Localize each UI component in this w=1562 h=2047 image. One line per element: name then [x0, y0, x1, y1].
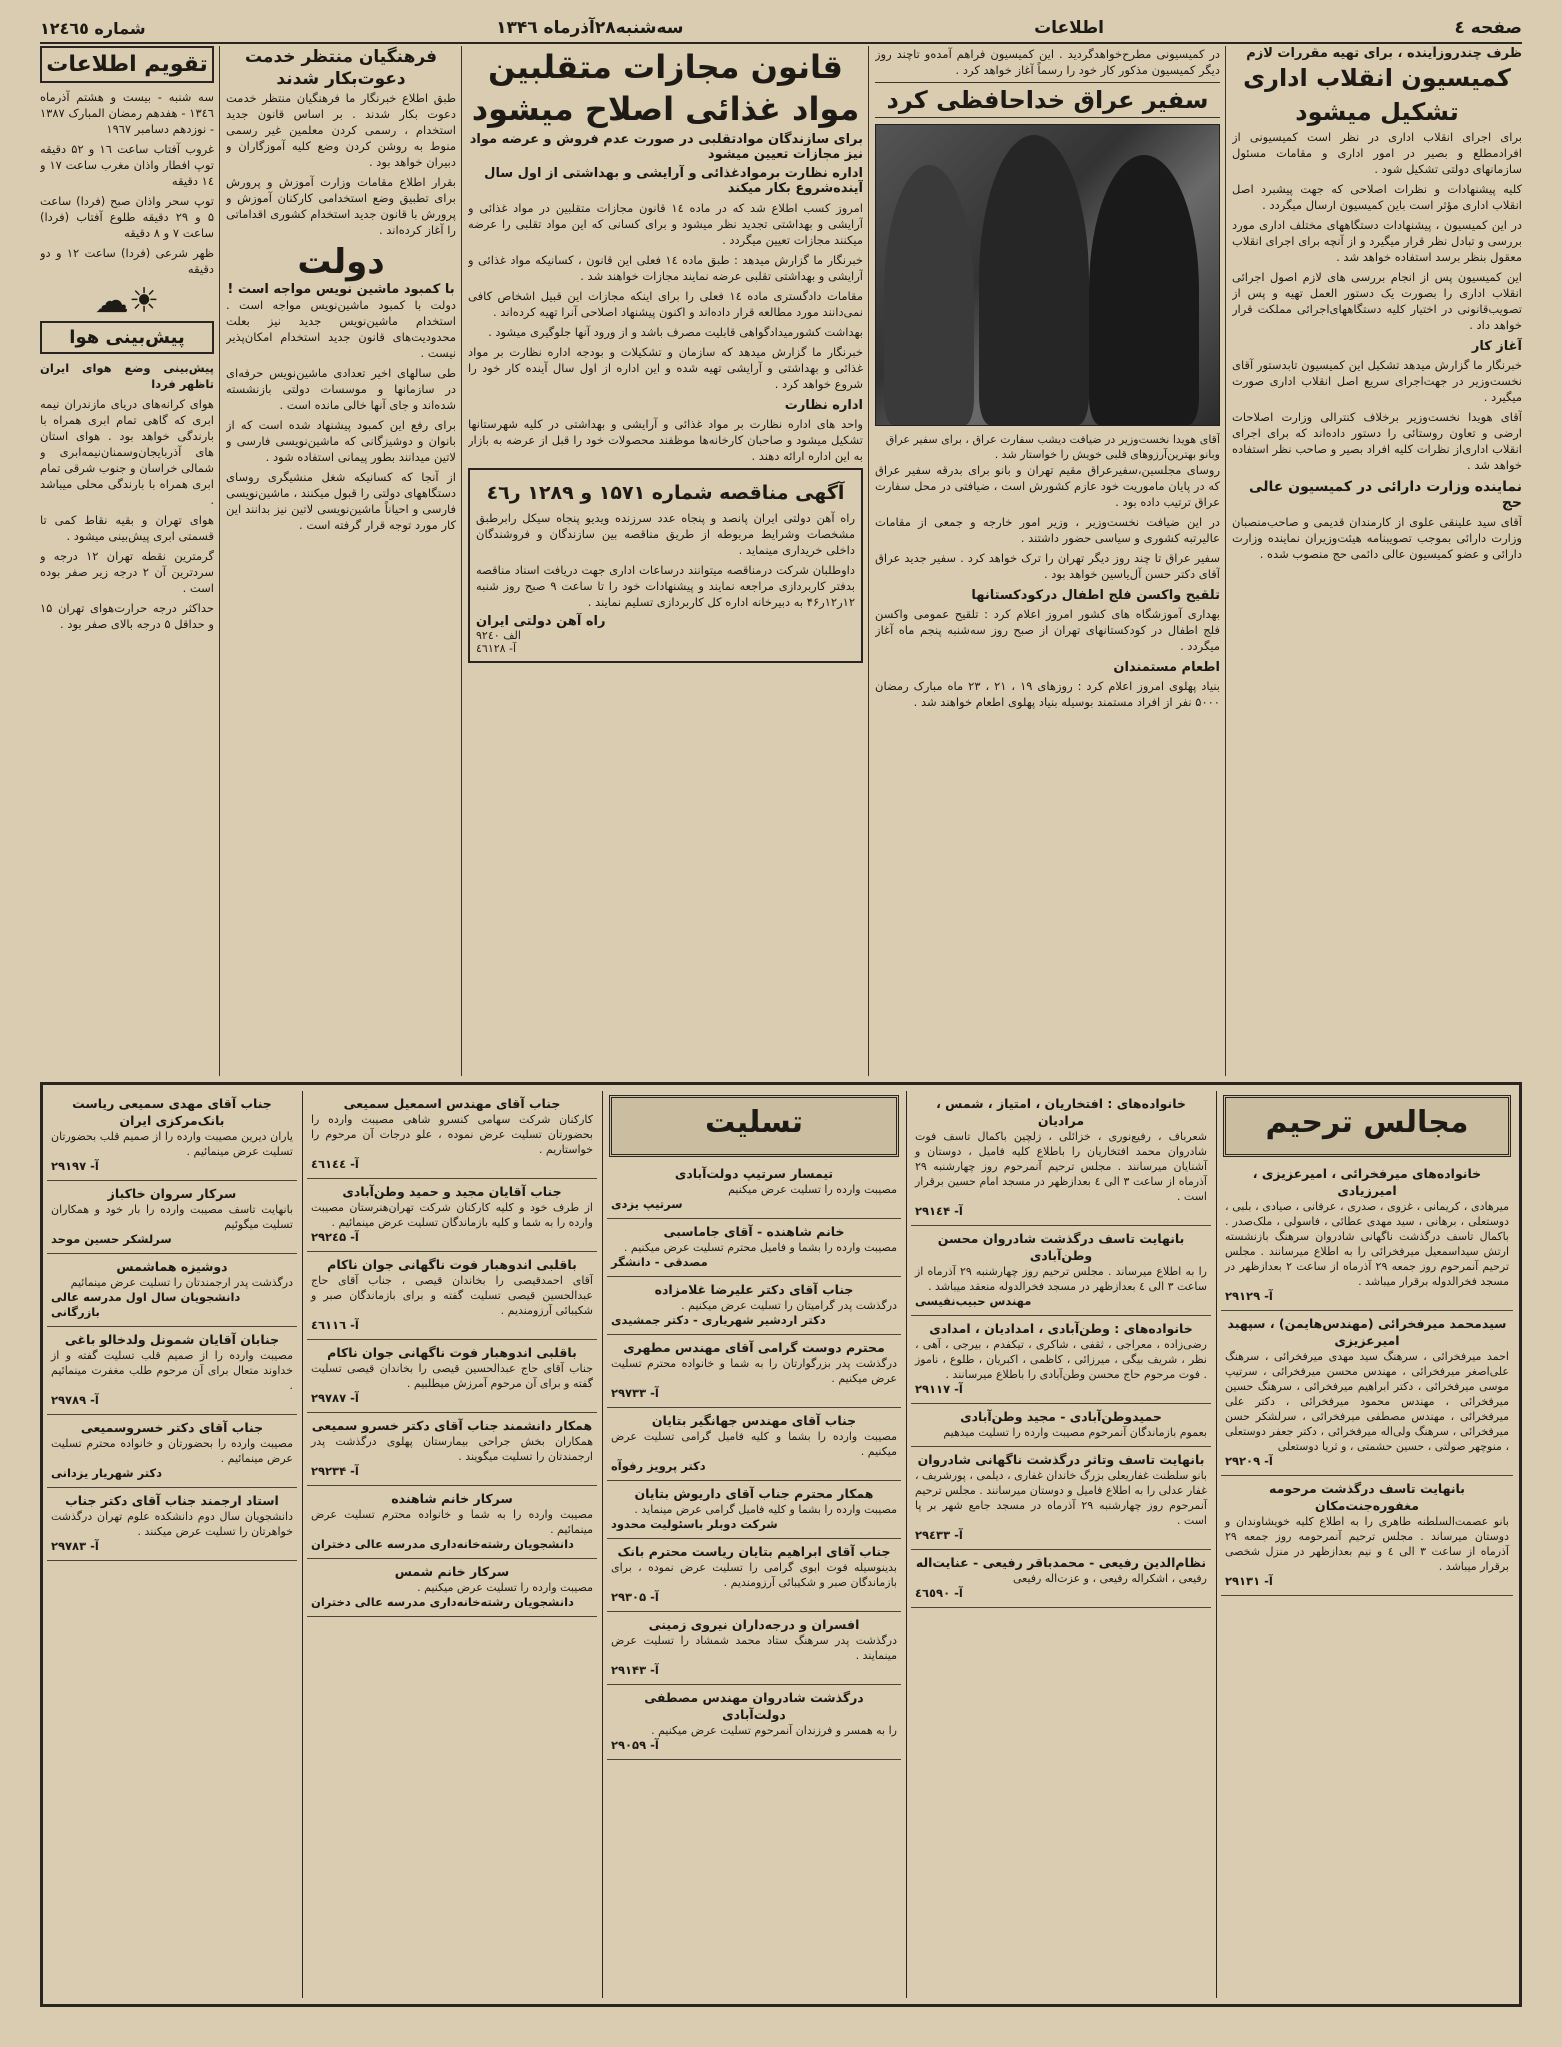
- ad-heading: بانهایت تاسف وتاثر درگذشت ناگهانی شادروان: [917, 1452, 1205, 1467]
- issue-date: سه‌شنبه۲۸آذرماه ۱۳۴٦: [496, 18, 684, 38]
- ad-signature: آ- ۲۹۲۰۹: [1225, 1454, 1273, 1468]
- article-headline: مواد غذائی اصلاح میشود: [471, 90, 860, 128]
- ad-item: [911, 1447, 1211, 1550]
- article-paragraph: بهداری آموزشگاه های کشور امروز اعلام کرد : تلقیح عمومی واکسن فلج اطفال در کودکستانهای تهران از صبح روز سه‌شنبه پنجم ماه آغاز میگردد .: [875, 607, 1220, 653]
- article-paragraph: سفیر عراق تا چند روز دیگر تهران را ترک خواهد کرد . سفیر جدید عراق آقای دکتر حسن آل‌یاسین خواهد بود .: [875, 551, 1220, 581]
- ad-text: جناب آقای حاج عبدالحسین قیصی را بخاندان قیصی تسلیت گفته و برای آن مرحوم آمرزش میطلبیم .: [311, 1362, 593, 1390]
- ad-item: [911, 1091, 1211, 1226]
- ad-text: بانو عصمت‌السلطنه طاهری را به اطلاع کلیه خویشاوندان و دوستان میرساند . مجلس ترحیم آنمرحومه روز جمعه ۲۹ آذرماه از ساعت ۳ الی ٤ و نیم بعدازظهر در منزل شخصی برقرار میباشد .: [1225, 1515, 1509, 1573]
- ad-text: احمد میرفخرائی ، سرهنگ سید مهدی میرفخرائی ، سرهنگ علی‌اصغر میرفخرائی ، مهندس محسن میرفخرائی ، سرتیپ موسی میرفخرائی ، دکتر ابراهیم میرفخرائی ، سرهنگ حسین میرفخرائی ، مهندس محمود میرفخرائی ، دکتر علی میرفخرائی ، مهندس مصطفی میرفخرائی ، سرلشکر حسن میرفخرائی ، سرهنگ ولی‌اله میرفخرائی ، دکتر جعفر دوستعلی ، منوچهر صولتی ، حسین حشمتی ، و ثریا دوستعلی: [1225, 1350, 1509, 1453]
- ad-item: [607, 1335, 901, 1408]
- ad-text: درگذشت پدر بزرگوارتان را به شما و خانواده محترم تسلیت عرض میکنیم .: [611, 1357, 897, 1385]
- ad-heading: سرکار سروان خاکباز: [107, 1186, 237, 1201]
- ads-column-a: [47, 1091, 297, 1998]
- article-paragraph: آقای سید علینقی علوی از کارمندان قدیمی و صاحب‌منصبان وزارت دارائی بموجب تصویبنامه هیئت‌وزیران نماینده وزارت دارائی و عضو کمیسیون عالی دائمی حج منصوب شده .: [1232, 515, 1522, 561]
- ad-text: بانو سلطنت غفاریعلی بزرگ خاندان غفاری ، دیلمی ، پورشریف ، غفار عدلی را به اطلاع فامیل و دوستان میرسانند . مجلس ترحیم آنمرحوم روز چهارشنبه ۲۹ آذرماه در مسجد جامع شهر بر پا است .: [915, 1469, 1207, 1527]
- article-paragraph: بقرار اطلاع مقامات وزارت آموزش و پرورش برای تطبیق وضع استخدامی کارکنان آموزش و پرورش با قانون جدید استخدام کشوری اقداماتی را آغاز کرده‌اند .: [226, 175, 456, 237]
- memorials-banner: مجالس ترحیم: [1223, 1095, 1511, 1157]
- ad-signature: دکتر شهریار یزدانی: [51, 1466, 163, 1480]
- calendar-text: غروب آفتاب ساعت ۱٦ و ۵۲ دقیقه توپ افطار واذان مغرب ساعت ۱۷ و ۱٤ دقیقه: [40, 142, 214, 188]
- ad-item: [47, 1415, 297, 1488]
- ad-signature: آ- ۲۹۱۱۷: [915, 1382, 963, 1396]
- tender-text: داوطلبان شرکت درمناقصه میتوانند درساعات اداری جهت دریافت اسناد مناقصه بدفتر کاربردازی مراجعه نمایند و پیشنهادات خود را تا ساعت ۹ صبح روز شنبه ۱۲ر۱۲ر۴۶ به دبیرخانه اداره کل کاربردازی تسلیم نمایند .: [476, 563, 855, 609]
- news-section: [40, 46, 1522, 1076]
- ad-heading: همکار دانشمند جناب آقای دکتر خسرو سمیعی: [311, 1418, 593, 1433]
- article-headline: سفیر عراق خداحافظی کرد: [875, 82, 1220, 118]
- ad-item: [47, 1488, 297, 1561]
- article-administrative-revolution: [1232, 46, 1522, 1076]
- ad-text: دانشجویان سال دوم دانشکده علوم تهران درگذشت خواهرتان را تسلیت عرض میکنند .: [51, 1510, 293, 1538]
- ad-item: [607, 1408, 901, 1481]
- ad-signature: سرتیپ یزدی: [611, 1197, 683, 1211]
- article-paragraph: خبرنگار ما گزارش میدهد تشکیل این کمیسیون تابدستور آقای نخست‌وزیر در جهت‌اجرای سریع اصل انقلاب اداری صورت میگیرد .: [1232, 358, 1522, 404]
- article-food-fraud-law: [468, 46, 863, 1076]
- ad-text: مصیبت وارده را به شما و خانواده محترم تسلیت عرض مینمائیم .: [311, 1508, 593, 1536]
- calendar-weather: [40, 46, 214, 1076]
- ad-signature: آ- ٤٦١٤٤: [311, 1157, 359, 1171]
- article-paragraph: طی سالهای اخیر تعدادی ماشین‌نویس حرفه‌ای در سازمانها و موسسات دولتی بازنشسته شده‌اند و جای آنها خالی مانده است .: [226, 366, 456, 412]
- ad-text: مصیبت وارده را از صمیم قلب تسلیت گفته و از خداوند متعال برای آن مرحوم طلب مغفرت مینمائیم .: [51, 1349, 293, 1392]
- subheading: آغاز کار: [1471, 339, 1522, 354]
- section-title: دولت: [297, 242, 385, 282]
- ad-text: یاران دیرین مصیبت وارده را از صمیم قلب بحضورتان تسلیت عرض مینمائیم .: [51, 1130, 293, 1158]
- ad-signature: آ- ۲۹۷۸۹: [51, 1393, 99, 1407]
- issue-number: شماره ۱۲٤٦٥: [40, 18, 146, 38]
- ad-text: درگذشت پدر سرهنگ ستاد محمد شمشاد را تسلیت عرض مینمایند .: [611, 1634, 897, 1662]
- article-paragraph: خبرنگار ما گزارش میدهد که سازمان و تشکیلات و بودجه اداره نظارت بر مواد غذائی و بهداشتی و آرایشی تهیه شده و این اداره از اول سال آینده کار خود را شروع خواهد کرد .: [468, 345, 863, 391]
- ad-heading: درگذشت شادروان مهندس مصطفی دولت‌آبادی: [644, 1690, 864, 1722]
- ads-column-memorials: [1221, 1091, 1513, 1998]
- ad-text: مصیبت وارده را تسلیت عرض میکنیم .: [417, 1581, 593, 1594]
- ad-signature: آ- ۲۹۷۳۳: [611, 1386, 659, 1400]
- tender-signature: راه آهن دولتی ایران: [476, 614, 606, 629]
- tender-title: آگهی مناقصه شماره ۱۵۷۱ و ۱۲۸۹ ر٤٦: [486, 482, 845, 504]
- ad-signature: آ- ۲۹۱۴۳: [611, 1663, 659, 1677]
- ad-text: از طرف خود و کلیه کارکنان شرکت تهران‌هنرستان مصیبت وارده را به شما و کلیه بازماندگان تسلیت عرض مینمائیم .: [311, 1201, 593, 1229]
- article-kicker: برای سازندگان موادتقلبی در صورت عدم فروش و عرضه مواد نیز مجازات تعیین میشود: [469, 132, 863, 162]
- paper-name: اطلاعات: [1034, 18, 1104, 38]
- weather-text: گرمترین نقطه تهران ۱۲ درجه و سردترین آن ۲ درجه زیر صفر بوده است .: [40, 549, 214, 595]
- ad-signature: شرکت دوبلر باسئولیت محدود: [611, 1517, 778, 1531]
- ad-item: [307, 1252, 597, 1340]
- ad-signature: آ- ۲۹۳۰۵: [611, 1590, 659, 1604]
- weather-text: هوای کرانه‌های دریای مازندران نیمه ابری که گاهی تمام ابری همراه با بارندگی خواهد بود . هوای استان های آذربایجان‌وسمنان‌نیمه‌ابری و شمالی خراسان و جنوب شرقی تمام ابری همراه با بارندگی محلی میباشد .: [40, 397, 214, 507]
- ad-heading: جناب آقای مهندس جهانگیر بتایان: [651, 1413, 857, 1428]
- ad-signature: آ- ۲۹۲٤۵: [311, 1230, 359, 1244]
- ad-heading: جناب آقایان مجید و حمید وطن‌آبادی: [342, 1184, 562, 1199]
- subheading: اطعام مستمندان: [1113, 660, 1220, 675]
- article-kicker: با کمبود ماشین نویس مواجه است !: [227, 282, 455, 297]
- calendar-text: توپ سحر واذان صبح (فردا) ساعت ۵ و ۲۹ دقیقه طلوع آفتاب (فردا) ساعت ۷ و ۸ دقیقه: [40, 194, 214, 240]
- ad-text: مصیبت وارده را بشما و کلیه فامیل گرامی تسلیت عرض میکنیم .: [611, 1430, 897, 1458]
- ad-item: [607, 1219, 901, 1277]
- ad-item: [307, 1559, 597, 1617]
- ad-text: کارکنان شرکت سهامی کنسرو شاهی مصیبت وارده را بحضورتان تسلیت عرض نموده ، علو درجات آن مرحوم را خواستاریم .: [311, 1113, 593, 1156]
- ad-heading: دوشیزه هماشمس: [116, 1259, 228, 1274]
- ad-heading: سرکار خانم شاهنده: [391, 1491, 513, 1506]
- calendar-text: ظهر شرعی (فردا) ساعت ۱۲ و دو دقیقه: [40, 246, 214, 276]
- ad-signature: دانشجویان سال اول مدرسه عالی بازرگانی: [51, 1290, 241, 1319]
- ad-signature: آ- ٤٦٥۹٠: [915, 1586, 963, 1600]
- ad-item: [911, 1404, 1211, 1447]
- ad-text: مصیبت وارده را بحضورتان و خانواده محترم تسلیت عرض مینمائیم .: [51, 1437, 293, 1465]
- ad-signature: آ- ۲۹۲۳۴: [311, 1464, 359, 1478]
- ad-heading: خانواده‌های میرفخرائی ، امیرعزیزی ، امیرزیادی: [1252, 1166, 1482, 1198]
- ad-text: مصیبت وارده را تسلیت عرض میکنیم: [728, 1183, 897, 1196]
- ad-item: [47, 1327, 297, 1415]
- weather-text: حداکثر درجه حرارت‌هوای تهران ۱۵ و حداقل ۵ درجه بالای صفر بود .: [40, 601, 214, 631]
- ad-heading: استاد ارجمند جناب آقای دکتر جناب: [65, 1493, 279, 1508]
- ad-heading: افسران و درجه‌داران نیروی زمینی: [648, 1617, 860, 1632]
- ad-item: [911, 1550, 1211, 1608]
- ad-text: درگذشت پدر گرامیتان را تسلیت عرض میکنیم .: [681, 1299, 897, 1312]
- ad-signature: مهندس حبیب‌نفیسی: [915, 1294, 1032, 1308]
- ad-signature: دکتر پرویز رفوآه: [611, 1459, 706, 1473]
- article-paragraph: امروز کسب اطلاع شد که در ماده ۱٤ قانون مجازات متقلبین در مواد غذائی و آرایشی و بهداشتی تجدید نظر میشود و برای کسانی که این مواد تقلبی را عرضه میکنند مجازات تعیین میگردد .: [468, 201, 863, 247]
- ads-column-c: [607, 1091, 901, 1998]
- tender-code: آ- ٤٦١٢٨: [476, 642, 517, 655]
- ad-signature: دانشجویان رشته‌خانه‌داری مدرسه عالی دختران: [311, 1595, 574, 1609]
- article-paragraph: کلیه پیشنهادات و نظرات اصلاحی که جهت پیشبرد اصل انقلاب اداری مؤثر است باین کمیسیون ارسال میگردد .: [1232, 182, 1522, 212]
- ad-text: درگذشت پدر ارجمندتان را تسلیت عرض مینمائیم: [70, 1276, 293, 1289]
- ad-signature: آ- ۲۹۷۸۳: [51, 1539, 99, 1553]
- ad-item: [607, 1612, 901, 1685]
- ad-heading: باقلبی اندوهبار فوت ناگهانی جوان ناکام: [327, 1257, 577, 1272]
- column-divider: [219, 46, 220, 1076]
- ad-signature: آ- ٤٦١١٦: [311, 1318, 359, 1332]
- ad-item: [607, 1161, 901, 1219]
- calendar-text: سه شنبه - بیست و هشتم آذرماه ۱۳٤٦ - هفدهم رمضان المبارک ۱۳۸۷ - نوزدهم دسامبر ۱۹٦۷: [40, 90, 214, 136]
- article-kicker: اداره نظارت برموادغذائی و آرایشی و بهداشتی از اول سال آینده‌شروع بکار میکند: [484, 166, 863, 196]
- article-iraq-ambassador: [875, 46, 1220, 1076]
- ad-item: [607, 1685, 901, 1760]
- ad-item: [47, 1091, 297, 1181]
- ad-signature: آ- ۲۹۱۳۱: [1225, 1574, 1273, 1588]
- tender-text: راه آهن دولتی ایران پانصد و پنجاه عدد سرزنده ویدیو پنجاه سیکل رابرطبق مشخصات وشرایط مربوطه از طریق مناقصه بین سازندگان و فروشندگان داخلی خریداری مینماید .: [476, 511, 855, 557]
- ad-heading: سیدمحمد میرفخرائی (مهندس‌هایمن) ، سپهبد امیرعزیزی: [1227, 1316, 1507, 1348]
- ad-heading: جناب آقای مهدی سمیعی ریاست بانک‌مرکزی ایران: [72, 1096, 272, 1128]
- subheading: تلقیح واکسن فلج اطفال درکودکستانها: [971, 588, 1220, 603]
- column-divider: [302, 1091, 303, 1998]
- article-paragraph: آقای هویدا نخست‌وزیر برخلاف کنترالی وزارت اصلاحات ارضی و تعاون روستائی را دستور داده‌اند که برای اجرای انقلاب اداری‌از نظرات کلیه افراد بصیر و صاحب نظر استفاده خواهد شد .: [1232, 410, 1522, 472]
- article-paragraph: در این کمیسیون ، پیشنهادات دستگاههای مختلف اداری مورد بررسی و تبادل نظر قرار میگیرد و از آنچه برای اجرای انقلاب معقول بنظر برسد استفاده خواهد شد .: [1232, 218, 1522, 264]
- ad-signature: آ- ۲۹۱۲۹: [1225, 1289, 1273, 1303]
- ad-item: [307, 1091, 597, 1179]
- ads-column-b: [307, 1091, 597, 1998]
- ad-text: همکاران بخش جراحی بیمارستان پهلوی درگذشت پدر ارجمندتان را تسلیت میگویند .: [311, 1435, 593, 1463]
- article-paragraph: بنیاد پهلوی امروز اعلام کرد : روزهای ۱۹ ، ۲۱ ، ۲۳ ماه مبارک رمضان ۵۰۰۰ نفر از افراد مستمند بوسیله بنیاد پهلوی اطعام خواهند شد .: [875, 679, 1220, 709]
- weather-title: پیش‌بینی هوا: [40, 321, 214, 354]
- article-teachers-government: [226, 46, 456, 1076]
- article-paragraph: روسای مجلسین،سفیرعراق مقیم تهران و بانو برای بدرقه سفیر عراق که در پایان ماموریت خود عازم کشورش است ، ضیافتی در محل سفارت عراق ترتیب داده بود .: [875, 463, 1220, 509]
- ad-heading: جناب آقای دکتر علیرضا غلامزاده: [654, 1282, 854, 1297]
- ad-text: بانهایت تاسف مصیبت وارده را بار خود و همکاران تسلیت میگوئیم: [51, 1203, 293, 1231]
- ad-heading: جنابان آقایان شمونل ولدخالو باغی: [64, 1332, 280, 1347]
- article-paragraph: خبرنگار ما گزارش میدهد : طبق ماده ۱٤ فعلی این قانون ، کسانیکه مواد غذائی و آرایشی و بهداشتی تقلبی عرضه نمایند مجازات خواهند شد .: [468, 253, 863, 283]
- ad-text: آقای احمدقیصی را بخاندان قیصی ، جناب آقای حاج عبدالحسین قیصی تسلیت گفته و برای بازماندگان صبر و شکیبائی آرزومندیم .: [311, 1274, 593, 1317]
- condolence-banner: تسلیت: [609, 1095, 899, 1157]
- ad-signature: مصدقی - دانشگر: [611, 1255, 708, 1269]
- weather-text: پیش‌بینی وضع هوای ایران تاظهر فردا: [40, 361, 214, 391]
- article-paragraph: برای رفع این کمبود پیشنهاد شده است که از بانوان و دوشیزگانی که ماشین‌نویسی فارسی و لاتین میدانند بطور پیمانی استفاده شود .: [226, 418, 456, 464]
- ad-signature: دکتر اردشیر شهریاری - دکتر جمشیدی: [611, 1313, 826, 1327]
- condolence-ads-section: [40, 1082, 1522, 2007]
- ad-heading: نظام‌الدین رفیعی - محمدباقر رفیعی - عنایت‌اله: [915, 1555, 1207, 1570]
- ad-text: رفیعی ، اشکراله رفیعی ، و عزت‌اله رفیعی: [1013, 1572, 1207, 1585]
- ad-text: میرهادی ، کریمانی ، غزوی ، صدری ، عرفانی ، صیادی ، بلبی ، دوستعلی ، برهانی ، سید مهدی عطائی ، فاسولی ، ملک‌صدر . باکمال تاسف درگذشت ناگهانی شادروان سرهنگ بازنشسته ارتش سیداسمعیل میرفخرائی را به اطلاع میرسانند . مجلس ترحیم آنمرحوم روز جمعه ۲۹ آذرماه از ساعت ۲ بعدازظهر در مسجد فخرالدوله برقرار میباشد .: [1225, 1200, 1510, 1288]
- ad-text: شعرباف ، رفیع‌نوری ، خزائلی ، زلچین باکمال تاسف فوت شادروان محمد افتخاریان را باطلاع کلیه فامیل ، دوستان و آشنایان میرسانند . مجلس ترحیم آنمرحوم روز چهارشنبه ۲۹ آذرماه از ساعت ۳ الی ٤ بعدازظهر در مسجد امام حسین برقرار است .: [915, 1130, 1207, 1203]
- article-paragraph: در کمیسیونی مطرح‌خواهدگردید . این کمیسیون فراهم آمده‌و تاچند روز دیگر کمیسیون مذکور کار خود را رسماً آغاز خواهد کرد .: [875, 47, 1220, 77]
- ad-heading: باقلبی اندوهبار فوت ناگهانی جوان ناکام: [327, 1345, 577, 1360]
- article-paragraph: در این ضیافت نخست‌وزیر ، وزیر امور خارجه و جمعی از مقامات عالیرتبه کشوری و سیاسی حضور داشتند .: [875, 515, 1220, 545]
- calendar-title: تقویم اطلاعات: [40, 46, 214, 83]
- article-headline: کمیسیون انقلاب اداری تشکیل میشود: [1243, 64, 1511, 126]
- column-divider: [906, 1091, 907, 1998]
- ad-heading: همکار محترم جناب آقای داریوش بتایان: [634, 1486, 874, 1501]
- article-paragraph: برای اجرای انقلاب اداری در نظر است کمیسیونی از افرادمطلع و بصیر در امور اداری و مقامات مسئول سازمانهای دولتی تشکیل شود .: [1232, 130, 1522, 176]
- column-divider: [602, 1091, 603, 1998]
- ad-item: [1221, 1476, 1513, 1596]
- article-paragraph: این کمیسیون پس از انجام بررسی های لازم اصول اجرائی انقلاب اداری را بصورت یک دستور العمل تهیه و پس از تصویب‌قانونی در اختیار کلیه دستگاههای‌اجرائی مملکت قرار خواهد داد .: [1232, 270, 1522, 332]
- ad-signature: آ- ۲۹۷۸۷: [311, 1391, 359, 1405]
- column-divider: [1225, 46, 1226, 1076]
- article-paragraph: از آنجا که کسانیکه شغل منشیگری روسای دستگاههای دولتی را قبول میکنند ، ماشین‌نویسی فارسی و احیاناً ماشین‌نویسی لاتین نیز بدانند این کار مورد توجه قرار گرفته است .: [226, 470, 456, 532]
- tender-code: الف ۹۲٤٠: [476, 629, 521, 642]
- ad-heading: سرکار خانم شمس: [394, 1564, 510, 1579]
- article-headline: فرهنگیان منتظر خدمت دعوت‌بکار شدند: [244, 47, 438, 89]
- ad-heading: خانواده‌های : وطن‌آبادی ، امدادیان ، امدادی: [929, 1321, 1193, 1336]
- article-headline: قانون مجازات متقلبین: [488, 48, 843, 86]
- ad-heading: جناب آقای دکتر خسروسمیعی: [80, 1420, 264, 1435]
- ad-signature: دانشجویان رشته‌خانه‌داری مدرسه عالی دختران: [311, 1537, 574, 1551]
- ad-text: را به اطلاع میرساند . مجلس ترحیم روز چهارشنبه ۲۹ آذرماه از ساعت ۳ الی ٤ بعدازظهر در مسجد فخرالدوله منعقد میباشد .: [915, 1265, 1207, 1293]
- ad-signature: آ- ۲۹٤۳۳: [915, 1528, 963, 1542]
- article-paragraph: مقامات دادگستری ماده ۱٤ فعلی را برای اینکه مجازات این قبیل اشخاص کافی نمی‌دانند مورد مطالعه قرار داده‌اند و اکنون پیشنهاد اصلاحی آنرا تهیه کرده‌اند .: [468, 289, 863, 319]
- ad-item: [607, 1277, 901, 1335]
- ad-signature: آ- ۲۹۰۵۹: [611, 1738, 659, 1752]
- article-paragraph: بهداشت کشورمیدادگواهی قابلیت مصرف باشد و از ورود آنها جلوگیری میشود .: [488, 325, 863, 339]
- ad-text: مصیبت وارده را بشما و کلیه فامیل گرامی عرض مینماید .: [634, 1503, 897, 1516]
- ad-item: [911, 1316, 1211, 1404]
- ad-text: بدینوسیله فوت ابوی گرامی را تسلیت عرض نموده ، برای بازماندگان صبر و شکیبائی آرزومندیم .: [611, 1561, 897, 1589]
- ad-item: [307, 1340, 597, 1413]
- ad-text: مصیبت وارده را بشما و فامیل محترم تسلیت عرض میکنیم .: [623, 1241, 897, 1254]
- ad-signature: سرلشکر حسین موحد: [51, 1232, 172, 1246]
- sun-cloud-icon: ☀☁: [94, 281, 160, 321]
- article-paragraph: واحد های اداره نظارت بر مواد غذائی و آرایشی و بهداشتی در کلیه شهرستانها تشکیل میشود و صاحبان کارخانه‌ها موظفند محصولات خود را قبل از عرضه به بازار به این اداره ارائه دهند .: [468, 417, 863, 463]
- ad-text: را به همسر و فرزندان آنمرحوم تسلیت عرض میکنیم .: [651, 1724, 897, 1737]
- ad-item: [607, 1481, 901, 1539]
- ad-signature: آ- ۲۹۱٤۴: [915, 1204, 963, 1218]
- ad-heading: خانواده‌های : افتخاریان ، امتیاز ، شمس ، مرادیان: [936, 1096, 1186, 1128]
- ad-item: [1221, 1161, 1513, 1311]
- article-paragraph: طبق اطلاع خبرنگار ما فرهنگیان منتظر خدمت دعوت بکار شدند . بر اساس قانون جدید استخدام ، رسمی کردن معلمین غیر رسمی منوط به روشن کردن وضع کلیه آموزگاران و دبیران خواهد بود .: [226, 91, 456, 169]
- ad-signature: آ- ۲۹۱۹۷: [51, 1159, 99, 1173]
- ad-item: [47, 1254, 297, 1327]
- ad-heading: حمیدوطن‌آبادی - مجید وطن‌آبادی: [960, 1409, 1162, 1424]
- page-number: صفحه ٤: [1454, 18, 1522, 38]
- ad-text: بعموم بازماندگان آنمرحوم مصیبت وارده را تسلیت میدهیم: [943, 1426, 1207, 1439]
- column-divider: [1216, 1091, 1217, 1998]
- ads-column-d: [911, 1091, 1211, 1998]
- column-divider: [461, 46, 462, 1076]
- article-paragraph: دولت با کمبود ماشین‌نویس مواجه است . استخدام ماشین‌نویس جدید نیز بعلت محدودیت‌های قانون جدید استخدام امکان‌پذیر نیست .: [226, 298, 456, 360]
- photo-caption: آقای هویدا نخست‌وزیر در ضیافت دیشب سفارت عراق ، برای سفیر عراق وبانو بهترین‌آرزوهای قلبی خویش را خواستار شد .: [885, 433, 1220, 461]
- subheading: نماینده وزارت دارائی در کمیسیون عالی حج: [1249, 479, 1522, 511]
- ad-heading: خانم شاهنده - آقای جاماسبی: [663, 1224, 845, 1239]
- ad-item: [47, 1181, 297, 1254]
- ad-item: [307, 1486, 597, 1559]
- ad-item: [307, 1413, 597, 1486]
- news-photo: [875, 124, 1220, 426]
- ad-heading: جناب آقای مهندس اسمعیل سمیعی: [343, 1096, 561, 1111]
- ad-heading: تیمسار سرتیپ دولت‌آبادی: [674, 1166, 834, 1181]
- tender-notice: [468, 468, 863, 663]
- weather-text: هوای تهران و بقیه نقاط کمی تا قسمتی ابری پیش‌بینی میشود .: [40, 513, 214, 543]
- ad-heading: جناب آقای ابراهیم بتایان ریاست محترم بانک: [617, 1544, 891, 1559]
- ad-heading: محترم دوست گرامی آقای مهندس مطهری: [623, 1340, 885, 1355]
- column-divider: [868, 46, 869, 1076]
- ad-heading: بانهایت تاسف درگذشت شادروان محسن وطن‌آبادی: [937, 1231, 1185, 1263]
- page-header: [40, 14, 1522, 44]
- ad-item: [607, 1539, 901, 1612]
- subheading: اداره نظارت: [784, 398, 863, 413]
- ad-heading: بانهایت تاسف درگذشت مرحومه مغفوره‌جنت‌مکان: [1269, 1481, 1465, 1513]
- ad-text: رضی‌زاده ، معراجی ، ثقفی ، شاکری ، تیکفدم ، بیرجی ، آهی ، نظر ، شریف بیگی ، میرزائی ، کاظمی ، اکبریان ، طلوع ، ناموز . فوت مرحوم حاج محسن وطن‌آبادی را باطلاع میرسانند .: [915, 1338, 1207, 1381]
- article-kicker: ظرف چندروزآینده ، برای تهیه مقررات لازم: [1246, 46, 1522, 61]
- ad-item: [1221, 1311, 1513, 1476]
- ad-item: [307, 1179, 597, 1252]
- ad-item: [911, 1226, 1211, 1316]
